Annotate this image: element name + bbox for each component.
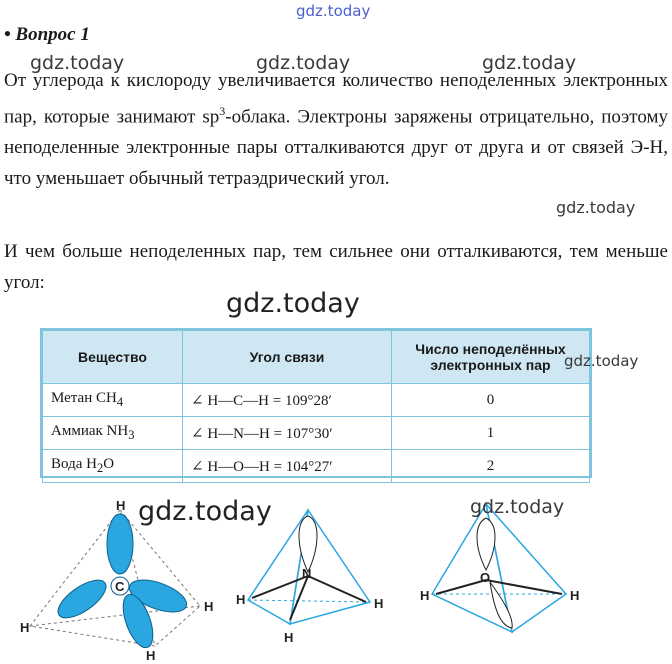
atom-label-h: H	[20, 620, 30, 635]
angle-cell: ∠ H—C—H = 109°28′	[183, 384, 392, 417]
molecule-illustrations	[0, 496, 672, 664]
atom-label-h: H	[374, 596, 384, 611]
watermark-top: gdz.today	[296, 2, 371, 20]
lone-pair-lobe	[299, 516, 317, 572]
answer-paragraph-1	[4, 65, 668, 194]
watermark: gdz.today	[482, 52, 577, 74]
table-row	[43, 450, 590, 483]
substance-cell: Метан $CH_4$	[43, 384, 183, 417]
header-lone-pairs: Число неподелённых электронных пар	[392, 331, 590, 384]
watermark: gdz.today	[138, 496, 272, 527]
lone-pair-lobe	[477, 518, 495, 570]
watermark: gdz.today	[256, 52, 351, 74]
answer-paragraph-2: И чем больше неподеленных пар, тем сильнее они отталкиваются, тем меньше угол:	[4, 241, 668, 293]
watermark: gdz.today	[556, 198, 636, 217]
atom-label-h: H	[236, 592, 246, 607]
table-row	[43, 384, 590, 417]
ammonia-pyramid	[236, 510, 383, 645]
question-heading: • Вопрос 1	[4, 24, 90, 45]
angle-cell: ∠ H—O—H = 104°27′	[183, 450, 392, 483]
bond-angle-table	[40, 328, 592, 478]
atom-label-h: H	[570, 588, 580, 603]
substance-cell: Вода $H_2O$	[43, 450, 183, 483]
bond	[308, 576, 366, 602]
superscript: 3	[219, 104, 226, 118]
watermark: gdz.today	[30, 52, 125, 74]
header-angle: Угол связи	[183, 331, 392, 384]
atom-label-h: H	[146, 648, 156, 663]
atom-label-o: O	[480, 570, 491, 585]
watermark: gdz.today	[564, 352, 639, 370]
bond	[436, 580, 486, 594]
substance-cell: Аммиак $NH_3$	[43, 417, 183, 450]
lone-pair-lobe	[490, 582, 512, 628]
atom-label-h: H	[284, 630, 294, 645]
table-header-row	[43, 331, 590, 384]
lone-pairs-cell: 2	[392, 450, 590, 483]
lone-pairs-cell: 1	[392, 417, 590, 450]
orbital	[107, 514, 133, 574]
paragraph-text: От углерода к кислороду увеличивается количество неподеленных электронных пар, которые занимают sp	[4, 70, 668, 128]
atom-label-h: H	[420, 588, 430, 603]
water-tetrahedron	[420, 504, 579, 632]
watermark: gdz.today	[226, 288, 360, 319]
atom-label-h: H	[116, 498, 126, 513]
atom-label-h: H	[204, 599, 214, 614]
header-substance: Вещество	[43, 331, 183, 384]
table	[42, 330, 590, 483]
paragraph-text: -облака. Электроны заряжены отрицательно, поэтому неподеленные электронные пары отталкиваются друг от друга и от связей Э-Н, что уменьшает обычный тетраэдрический угол.	[4, 106, 668, 190]
lone-pairs-cell: 0	[392, 384, 590, 417]
atom-label-n: N	[302, 566, 312, 581]
pyramid-edge	[248, 600, 370, 602]
angle-cell: ∠ H—N—H = 107°30′	[183, 417, 392, 450]
atom-label-c: C	[115, 579, 125, 594]
watermark: gdz.today	[470, 496, 565, 518]
table-row	[43, 417, 590, 450]
